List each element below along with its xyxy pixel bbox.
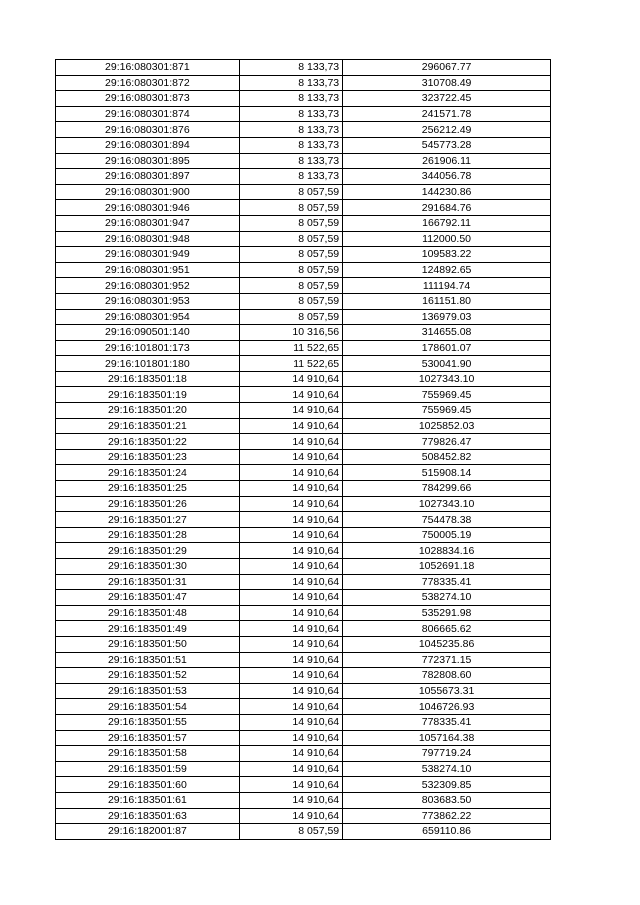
rate-cell: 8 133,73 <box>239 106 342 122</box>
value-cell: 778335.41 <box>343 714 551 730</box>
rate-cell: 14 910,64 <box>239 449 342 465</box>
rate-cell: 14 910,64 <box>239 746 342 762</box>
rate-cell: 14 910,64 <box>239 683 342 699</box>
table-row <box>56 699 551 715</box>
value-cell: 178601.07 <box>343 340 551 356</box>
rate-cell: 14 910,64 <box>239 387 342 403</box>
cadastral-number-cell: 29:16:183501:47 <box>56 590 240 606</box>
value-cell: 310708.49 <box>343 75 551 91</box>
table-row <box>56 340 551 356</box>
rate-cell: 14 910,64 <box>239 512 342 528</box>
rate-cell: 14 910,64 <box>239 543 342 559</box>
value-cell: 508452.82 <box>343 449 551 465</box>
value-cell: 538274.10 <box>343 761 551 777</box>
cadastral-number-cell: 29:16:183501:30 <box>56 559 240 575</box>
cadastral-number-cell: 29:16:080301:900 <box>56 184 240 200</box>
value-cell: 1052691.18 <box>343 559 551 575</box>
cadastral-number-cell: 29:16:182001:87 <box>56 824 240 840</box>
table-row <box>56 371 551 387</box>
cadastral-number-cell: 29:16:183501:19 <box>56 387 240 403</box>
value-cell: 1027343.10 <box>343 371 551 387</box>
rate-cell: 8 057,59 <box>239 247 342 263</box>
cadastral-number-cell: 29:16:183501:28 <box>56 527 240 543</box>
table-row <box>56 247 551 263</box>
rate-cell: 14 910,64 <box>239 371 342 387</box>
table-row <box>56 481 551 497</box>
table-row <box>56 605 551 621</box>
table-row <box>56 403 551 419</box>
value-cell: 161151.80 <box>343 293 551 309</box>
rate-cell: 8 057,59 <box>239 200 342 216</box>
value-cell: 778335.41 <box>343 574 551 590</box>
value-cell: 1055673.31 <box>343 683 551 699</box>
table-row <box>56 668 551 684</box>
table-row <box>56 137 551 153</box>
value-cell: 344056.78 <box>343 169 551 185</box>
cadastral-number-cell: 29:16:183501:18 <box>56 371 240 387</box>
value-cell: 323722.45 <box>343 91 551 107</box>
table-body <box>56 60 551 840</box>
table-row <box>56 60 551 76</box>
cadastral-number-cell: 29:16:183501:50 <box>56 636 240 652</box>
cadastral-number-cell: 29:16:183501:25 <box>56 481 240 497</box>
value-cell: 545773.28 <box>343 137 551 153</box>
rate-cell: 14 910,64 <box>239 668 342 684</box>
cadastral-number-cell: 29:16:080301:872 <box>56 75 240 91</box>
value-cell: 1027343.10 <box>343 496 551 512</box>
cadastral-number-cell: 29:16:183501:57 <box>56 730 240 746</box>
cadastral-number-cell: 29:16:080301:874 <box>56 106 240 122</box>
table-row <box>56 683 551 699</box>
value-cell: 530041.90 <box>343 356 551 372</box>
value-cell: 535291.98 <box>343 605 551 621</box>
table-row <box>56 761 551 777</box>
rate-cell: 8 133,73 <box>239 75 342 91</box>
table-row <box>56 730 551 746</box>
value-cell: 659110.86 <box>343 824 551 840</box>
table-row <box>56 356 551 372</box>
value-cell: 773862.22 <box>343 808 551 824</box>
rate-cell: 8 057,59 <box>239 231 342 247</box>
table-row <box>56 309 551 325</box>
rate-cell: 14 910,64 <box>239 714 342 730</box>
value-cell: 755969.45 <box>343 387 551 403</box>
table-row <box>56 559 551 575</box>
table-row <box>56 652 551 668</box>
rate-cell: 8 133,73 <box>239 153 342 169</box>
value-cell: 1045235.86 <box>343 636 551 652</box>
value-cell: 784299.66 <box>343 481 551 497</box>
value-cell: 750005.19 <box>343 527 551 543</box>
value-cell: 772371.15 <box>343 652 551 668</box>
cadastral-number-cell: 29:16:183501:23 <box>56 449 240 465</box>
rate-cell: 14 910,64 <box>239 559 342 575</box>
cadastral-number-cell: 29:16:080301:947 <box>56 215 240 231</box>
cadastral-number-cell: 29:16:183501:49 <box>56 621 240 637</box>
cadastral-number-cell: 29:16:183501:20 <box>56 403 240 419</box>
value-cell: 797719.24 <box>343 746 551 762</box>
rate-cell: 14 910,64 <box>239 527 342 543</box>
rate-cell: 14 910,64 <box>239 808 342 824</box>
table-row <box>56 496 551 512</box>
rate-cell: 8 057,59 <box>239 215 342 231</box>
rate-cell: 8 133,73 <box>239 122 342 138</box>
rate-cell: 14 910,64 <box>239 434 342 450</box>
cadastral-number-cell: 29:16:183501:27 <box>56 512 240 528</box>
value-cell: 1028834.16 <box>343 543 551 559</box>
value-cell: 261906.11 <box>343 153 551 169</box>
value-cell: 296067.77 <box>343 60 551 76</box>
value-cell: 124892.65 <box>343 262 551 278</box>
cadastral-number-cell: 29:16:183501:26 <box>56 496 240 512</box>
table-row <box>56 543 551 559</box>
rate-cell: 14 910,64 <box>239 574 342 590</box>
cadastral-number-cell: 29:16:183501:60 <box>56 777 240 793</box>
value-cell: 241571.78 <box>343 106 551 122</box>
table-row <box>56 777 551 793</box>
rate-cell: 10 316,56 <box>239 325 342 341</box>
table-row <box>56 278 551 294</box>
rate-cell: 14 910,64 <box>239 761 342 777</box>
rate-cell: 14 910,64 <box>239 621 342 637</box>
table-row <box>56 215 551 231</box>
cadastral-number-cell: 29:16:080301:953 <box>56 293 240 309</box>
value-cell: 515908.14 <box>343 465 551 481</box>
rate-cell: 14 910,64 <box>239 403 342 419</box>
rate-cell: 14 910,64 <box>239 590 342 606</box>
value-cell: 779826.47 <box>343 434 551 450</box>
table-row <box>56 512 551 528</box>
cadastral-number-cell: 29:16:080301:873 <box>56 91 240 107</box>
value-cell: 538274.10 <box>343 590 551 606</box>
rate-cell: 14 910,64 <box>239 465 342 481</box>
cadastral-number-cell: 29:16:080301:954 <box>56 309 240 325</box>
cadastral-number-cell: 29:16:183501:51 <box>56 652 240 668</box>
cadastral-number-cell: 29:16:183501:54 <box>56 699 240 715</box>
cadastral-number-cell: 29:16:080301:949 <box>56 247 240 263</box>
value-cell: 1046726.93 <box>343 699 551 715</box>
table-row <box>56 527 551 543</box>
cadastral-number-cell: 29:16:080301:946 <box>56 200 240 216</box>
cadastral-number-cell: 29:16:183501:53 <box>56 683 240 699</box>
rate-cell: 8 057,59 <box>239 293 342 309</box>
cadastral-number-cell: 29:16:080301:895 <box>56 153 240 169</box>
value-cell: 166792.11 <box>343 215 551 231</box>
cadastral-number-cell: 29:16:183501:63 <box>56 808 240 824</box>
rate-cell: 8 057,59 <box>239 309 342 325</box>
rate-cell: 14 910,64 <box>239 652 342 668</box>
cadastral-number-cell: 29:16:080301:952 <box>56 278 240 294</box>
rate-cell: 14 910,64 <box>239 730 342 746</box>
value-cell: 314655.08 <box>343 325 551 341</box>
table-row <box>56 106 551 122</box>
cadastral-number-cell: 29:16:183501:55 <box>56 714 240 730</box>
table-row <box>56 418 551 434</box>
cadastral-value-table <box>55 59 551 840</box>
rate-cell: 14 910,64 <box>239 636 342 652</box>
table-row <box>56 434 551 450</box>
rate-cell: 8 133,73 <box>239 60 342 76</box>
table-row <box>56 465 551 481</box>
rate-cell: 14 910,64 <box>239 699 342 715</box>
table-row <box>56 262 551 278</box>
cadastral-number-cell: 29:16:183501:22 <box>56 434 240 450</box>
rate-cell: 14 910,64 <box>239 481 342 497</box>
table-row <box>56 91 551 107</box>
cadastral-number-cell: 29:16:183501:58 <box>56 746 240 762</box>
rate-cell: 14 910,64 <box>239 605 342 621</box>
value-cell: 754478.38 <box>343 512 551 528</box>
cadastral-number-cell: 29:16:101801:180 <box>56 356 240 372</box>
rate-cell: 8 133,73 <box>239 169 342 185</box>
rate-cell: 14 910,64 <box>239 418 342 434</box>
rate-cell: 14 910,64 <box>239 777 342 793</box>
cadastral-number-cell: 29:16:183501:52 <box>56 668 240 684</box>
value-cell: 532309.85 <box>343 777 551 793</box>
rate-cell: 8 057,59 <box>239 184 342 200</box>
table-row <box>56 75 551 91</box>
cadastral-number-cell: 29:16:080301:894 <box>56 137 240 153</box>
table-row <box>56 169 551 185</box>
table-row <box>56 636 551 652</box>
rate-cell: 8 133,73 <box>239 137 342 153</box>
table-row <box>56 449 551 465</box>
rate-cell: 8 057,59 <box>239 262 342 278</box>
value-cell: 136979.03 <box>343 309 551 325</box>
table-row <box>56 714 551 730</box>
cadastral-number-cell: 29:16:183501:48 <box>56 605 240 621</box>
table-row <box>56 824 551 840</box>
cadastral-number-cell: 29:16:080301:951 <box>56 262 240 278</box>
value-cell: 1025852.03 <box>343 418 551 434</box>
table-row <box>56 746 551 762</box>
table-row <box>56 590 551 606</box>
table-row <box>56 621 551 637</box>
table-row <box>56 153 551 169</box>
table-row <box>56 231 551 247</box>
value-cell: 782808.60 <box>343 668 551 684</box>
rate-cell: 14 910,64 <box>239 792 342 808</box>
cadastral-number-cell: 29:16:090501:140 <box>56 325 240 341</box>
table-row <box>56 200 551 216</box>
table-row <box>56 387 551 403</box>
cadastral-number-cell: 29:16:080301:897 <box>56 169 240 185</box>
rate-cell: 8 133,73 <box>239 91 342 107</box>
value-cell: 256212.49 <box>343 122 551 138</box>
cadastral-number-cell: 29:16:101801:173 <box>56 340 240 356</box>
cadastral-number-cell: 29:16:080301:948 <box>56 231 240 247</box>
table-row <box>56 293 551 309</box>
value-cell: 755969.45 <box>343 403 551 419</box>
table-row <box>56 574 551 590</box>
cadastral-number-cell: 29:16:183501:21 <box>56 418 240 434</box>
cadastral-number-cell: 29:16:080301:871 <box>56 60 240 76</box>
value-cell: 291684.76 <box>343 200 551 216</box>
cadastral-number-cell: 29:16:183501:29 <box>56 543 240 559</box>
rate-cell: 11 522,65 <box>239 340 342 356</box>
value-cell: 112000.50 <box>343 231 551 247</box>
table-row <box>56 792 551 808</box>
cadastral-number-cell: 29:16:183501:59 <box>56 761 240 777</box>
value-cell: 109583.22 <box>343 247 551 263</box>
rate-cell: 8 057,59 <box>239 824 342 840</box>
value-cell: 111194.74 <box>343 278 551 294</box>
rate-cell: 11 522,65 <box>239 356 342 372</box>
cadastral-number-cell: 29:16:183501:61 <box>56 792 240 808</box>
cadastral-number-cell: 29:16:080301:876 <box>56 122 240 138</box>
value-cell: 803683.50 <box>343 792 551 808</box>
value-cell: 144230.86 <box>343 184 551 200</box>
cadastral-number-cell: 29:16:183501:31 <box>56 574 240 590</box>
table-row <box>56 122 551 138</box>
table-row <box>56 184 551 200</box>
rate-cell: 8 057,59 <box>239 278 342 294</box>
table-row <box>56 325 551 341</box>
value-cell: 1057164.38 <box>343 730 551 746</box>
table-row <box>56 808 551 824</box>
rate-cell: 14 910,64 <box>239 496 342 512</box>
cadastral-number-cell: 29:16:183501:24 <box>56 465 240 481</box>
value-cell: 806665.62 <box>343 621 551 637</box>
